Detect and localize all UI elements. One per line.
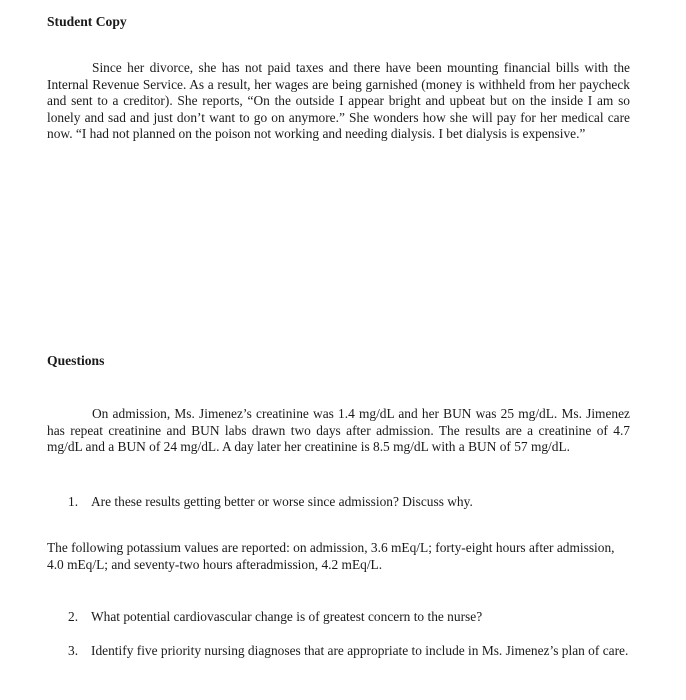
potassium-paragraph: The following potassium values are reported: on admission, 3.6 mEq/L; forty-eight hours after admission, 4.0 mEq/L; and seventy-two hours afteradmission, 4.2 mEq/L. (47, 540, 615, 572)
question-item (68, 609, 631, 626)
question-item (68, 643, 631, 660)
question-text: Identify five priority nursing diagnoses that are appropriate to include in Ms. Jimenez’s plan of care. (91, 643, 629, 658)
question-text: What potential cardiovascular change is of greatest concern to the nurse? (91, 609, 483, 624)
question-number: 1. (68, 494, 79, 509)
questions-heading: Questions (47, 353, 105, 368)
background-paragraph: Since her divorce, she has not paid taxes and there have been mounting financial bills with the Internal Revenue Service. As a result, her wages are being garnished (money is withheld from her paycheck and sent to a creditor). She reports, “On the outside I appear bright and upbeat but on the inside I am so lonely and sad and just don’t want to go on anymore.” She wonders how she will pay for her medical care now. “I had not planned on the poison not working and needing dialysis. I bet dialysis is expensive.” (47, 60, 630, 142)
student-copy-heading: Student Copy (47, 14, 127, 29)
question-text: Are these results getting better or worse since admission? Discuss why. (91, 494, 473, 509)
question-number: 2. (68, 609, 79, 624)
lab-results-paragraph: On admission, Ms. Jimenez’s creatinine was 1.4 mg/dL and her BUN was 25 mg/dL. Ms. Jimenez has repeat creatinine and BUN labs drawn two days after admission. The results are a creatinine of 4.7 mg/dL and a BUN of 24 mg/dL. A day later her creatinine is 8.5 mg/dL with a BUN of 57 mg/dL. (47, 406, 630, 455)
question-item (68, 494, 631, 511)
question-number: 3. (68, 643, 79, 658)
